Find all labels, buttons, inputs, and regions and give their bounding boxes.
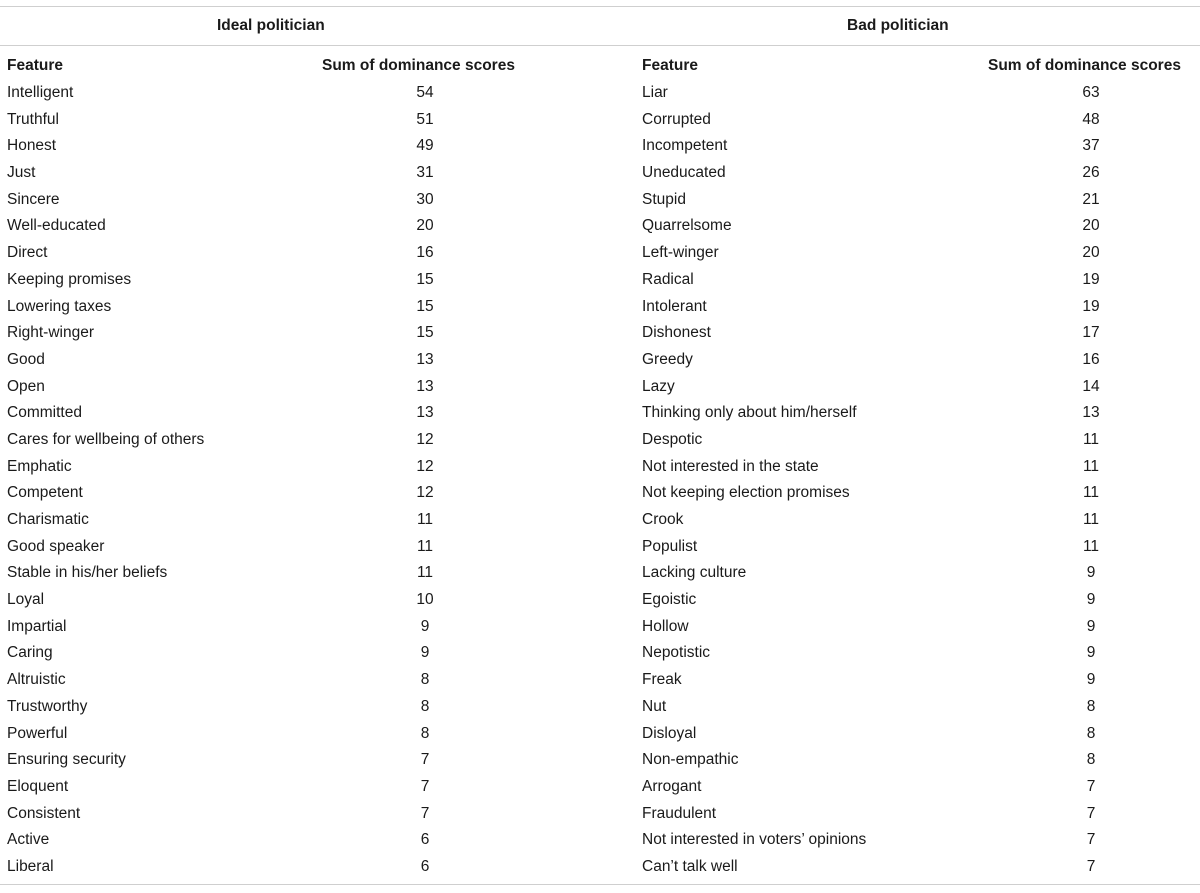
ideal-feature-cell: Direct (7, 244, 48, 262)
ideal-feature-cell: Sincere (7, 190, 60, 208)
ideal-score-cell: 15 (416, 324, 434, 342)
table-row (0, 454, 1200, 481)
bad-feature-cell: Not keeping election promises (642, 484, 850, 502)
ideal-score-cell: 11 (416, 537, 434, 555)
bad-feature-cell: Incompetent (642, 137, 728, 155)
bad-score-cell: 11 (1082, 537, 1100, 555)
bad-feature-cell: Crook (642, 511, 684, 528)
ideal-score-cell: 12 (416, 430, 434, 448)
bad-score-cell: 21 (1082, 190, 1100, 208)
table-row (0, 747, 1200, 774)
table-row (0, 107, 1200, 134)
bad-feature-cell: Populist (642, 537, 698, 555)
ideal-score-cell: 15 (416, 297, 434, 315)
ideal-score-cell: 54 (416, 84, 434, 101)
ideal-score-cell: 31 (416, 164, 434, 182)
ideal-feature-cell: Good speaker (7, 537, 105, 555)
bad-feature-cell: Lacking culture (642, 564, 747, 582)
ideal-score-cell: 13 (416, 350, 434, 368)
ideal-feature-cell: Emphatic (7, 457, 72, 475)
ideal-feature-cell: Intelligent (7, 84, 74, 101)
table-row (0, 267, 1200, 294)
ideal-feature-cell: Good (7, 350, 45, 368)
table-row (0, 347, 1200, 374)
ideal-feature-cell: Just (7, 164, 36, 182)
ideal-score-cell: 15 (416, 270, 434, 288)
bad-feature-cell: Intolerant (642, 297, 707, 315)
ideal-score-cell: 10 (416, 591, 434, 609)
bad-score-cell: 20 (1082, 244, 1100, 262)
ideal-score-cell: 9 (420, 617, 430, 635)
table-row (0, 160, 1200, 187)
ideal-score-cell: 8 (420, 724, 430, 742)
bad-feature-cell: Arrogant (642, 777, 702, 795)
header-rule (0, 45, 1200, 46)
bad-feature-cell: Corrupted (642, 110, 711, 128)
ideal-score-cell: 16 (416, 244, 434, 262)
bad-score-cell: 63 (1082, 84, 1100, 101)
table-row (0, 80, 1200, 107)
bad-feature-cell: Liar (642, 84, 668, 101)
bad-feature-cell: Radical (642, 270, 694, 288)
bad-score-cell: 11 (1082, 457, 1100, 475)
group-title-ideal: Ideal politician (217, 17, 325, 34)
ideal-score-cell: 7 (420, 777, 430, 795)
ideal-score-cell: 6 (420, 831, 430, 849)
bad-score-cell: 17 (1082, 324, 1100, 342)
ideal-score-cell: 7 (420, 751, 430, 769)
bad-feature-cell: Can’t talk well (642, 857, 738, 875)
ideal-feature-cell: Powerful (7, 724, 68, 742)
ideal-feature-cell: Charismatic (7, 511, 89, 528)
bad-score-cell: 19 (1082, 270, 1100, 288)
table-row (0, 694, 1200, 721)
bad-feature-cell: Disloyal (642, 724, 697, 742)
bad-score-cell: 14 (1082, 377, 1100, 395)
bad-score-cell: 7 (1086, 804, 1096, 822)
bad-score-cell: 26 (1082, 164, 1100, 182)
ideal-feature-cell: Truthful (7, 110, 59, 128)
ideal-score-cell: 7 (420, 804, 430, 822)
bad-feature-cell: Egoistic (642, 591, 697, 609)
table-row (0, 801, 1200, 828)
bad-feature-cell: Stupid (642, 190, 686, 208)
bad-score-cell: 9 (1086, 617, 1096, 635)
bad-feature-cell: Nepotistic (642, 644, 711, 662)
bad-feature-cell: Fraudulent (642, 804, 717, 822)
table-row (0, 133, 1200, 160)
table-row (0, 374, 1200, 401)
table-row (0, 427, 1200, 454)
ideal-score-cell: 11 (416, 564, 434, 582)
bad-score-cell: 11 (1082, 430, 1100, 448)
bad-feature-cell: Lazy (642, 377, 675, 395)
bad-feature-cell: Freak (642, 671, 682, 689)
ideal-score-cell: 8 (420, 697, 430, 715)
table-row (0, 774, 1200, 801)
bad-score-cell: 8 (1086, 724, 1096, 742)
ideal-score-cell: 8 (420, 671, 430, 689)
ideal-score-cell: 12 (416, 484, 434, 502)
column-header-score-bad: Sum of dominance scores (988, 57, 1181, 74)
ideal-feature-cell: Liberal (7, 857, 54, 875)
ideal-feature-cell: Loyal (7, 591, 45, 609)
ideal-feature-cell: Eloquent (7, 777, 69, 795)
ideal-feature-cell: Right-winger (7, 324, 95, 342)
table-row (0, 400, 1200, 427)
ideal-feature-cell: Well-educated (7, 217, 106, 235)
table-body (0, 80, 1200, 881)
bad-feature-cell: Not interested in the state (642, 457, 819, 475)
bad-feature-cell: Not interested in voters’ opinions (642, 831, 867, 849)
ideal-feature-cell: Caring (7, 644, 53, 662)
bad-feature-cell: Uneducated (642, 164, 726, 182)
ideal-score-cell: 49 (416, 137, 434, 155)
ideal-score-cell: 9 (420, 644, 430, 662)
ideal-score-cell: 13 (416, 377, 434, 395)
ideal-feature-cell: Trustworthy (7, 697, 88, 715)
column-header-feature-bad: Feature (642, 57, 698, 74)
bad-score-cell: 37 (1082, 137, 1100, 155)
table-row (0, 294, 1200, 321)
ideal-score-cell: 13 (416, 404, 434, 422)
ideal-score-cell: 51 (416, 110, 434, 128)
bad-score-cell: 7 (1086, 857, 1096, 875)
ideal-score-cell: 20 (416, 217, 434, 235)
ideal-feature-cell: Committed (7, 404, 82, 422)
table-row (0, 560, 1200, 587)
ideal-feature-cell: Honest (7, 137, 57, 155)
bad-score-cell: 11 (1082, 484, 1100, 502)
ideal-score-cell: 6 (420, 857, 430, 875)
ideal-feature-cell: Active (7, 831, 50, 849)
bad-score-cell: 13 (1082, 404, 1100, 422)
bad-score-cell: 7 (1086, 831, 1096, 849)
ideal-score-cell: 11 (416, 511, 434, 528)
bad-score-cell: 9 (1086, 671, 1096, 689)
bad-score-cell: 19 (1082, 297, 1100, 315)
table-row (0, 827, 1200, 854)
ideal-feature-cell: Impartial (7, 617, 67, 635)
table-row (0, 187, 1200, 214)
table-row (0, 240, 1200, 267)
bad-score-cell: 11 (1082, 511, 1100, 528)
table-row (0, 721, 1200, 748)
bottom-rule (0, 884, 1200, 885)
bad-feature-cell: Quarrelsome (642, 217, 732, 235)
bad-feature-cell: Nut (642, 697, 667, 715)
bad-score-cell: 48 (1082, 110, 1100, 128)
bad-feature-cell: Left-winger (642, 244, 719, 262)
column-header-feature-ideal: Feature (7, 57, 63, 74)
bad-feature-cell: Non-empathic (642, 751, 739, 769)
bad-feature-cell: Thinking only about him/herself (642, 404, 857, 422)
bad-score-cell: 20 (1082, 217, 1100, 235)
table-row (0, 534, 1200, 561)
table-row (0, 213, 1200, 240)
ideal-feature-cell: Consistent (7, 804, 81, 822)
table-row (0, 480, 1200, 507)
ideal-feature-cell: Open (7, 377, 45, 395)
ideal-feature-cell: Cares for wellbeing of others (7, 430, 205, 448)
table-row (0, 587, 1200, 614)
column-header-score-ideal: Sum of dominance scores (322, 57, 515, 74)
ideal-feature-cell: Lowering taxes (7, 297, 112, 315)
ideal-feature-cell: Competent (7, 484, 83, 502)
table-row (0, 614, 1200, 641)
bad-score-cell: 8 (1086, 697, 1096, 715)
bad-score-cell: 16 (1082, 350, 1100, 368)
bad-score-cell: 9 (1086, 564, 1096, 582)
table-row (0, 320, 1200, 347)
ideal-score-cell: 30 (416, 190, 434, 208)
ideal-feature-cell: Ensuring security (7, 751, 126, 769)
top-rule (0, 6, 1200, 7)
ideal-feature-cell: Altruistic (7, 671, 66, 689)
ideal-feature-cell: Stable in his/her beliefs (7, 564, 168, 582)
table-row (0, 640, 1200, 667)
bad-feature-cell: Hollow (642, 617, 689, 635)
bad-score-cell: 9 (1086, 591, 1096, 609)
table-row (0, 854, 1200, 881)
bad-feature-cell: Despotic (642, 430, 703, 448)
bad-score-cell: 8 (1086, 751, 1096, 769)
table-row (0, 507, 1200, 534)
ideal-feature-cell: Keeping promises (7, 270, 132, 288)
bad-score-cell: 9 (1086, 644, 1096, 662)
bad-feature-cell: Greedy (642, 350, 693, 368)
ideal-score-cell: 12 (416, 457, 434, 475)
group-title-bad: Bad politician (847, 17, 949, 34)
bad-feature-cell: Dishonest (642, 324, 711, 342)
table-row (0, 667, 1200, 694)
bad-score-cell: 7 (1086, 777, 1096, 795)
